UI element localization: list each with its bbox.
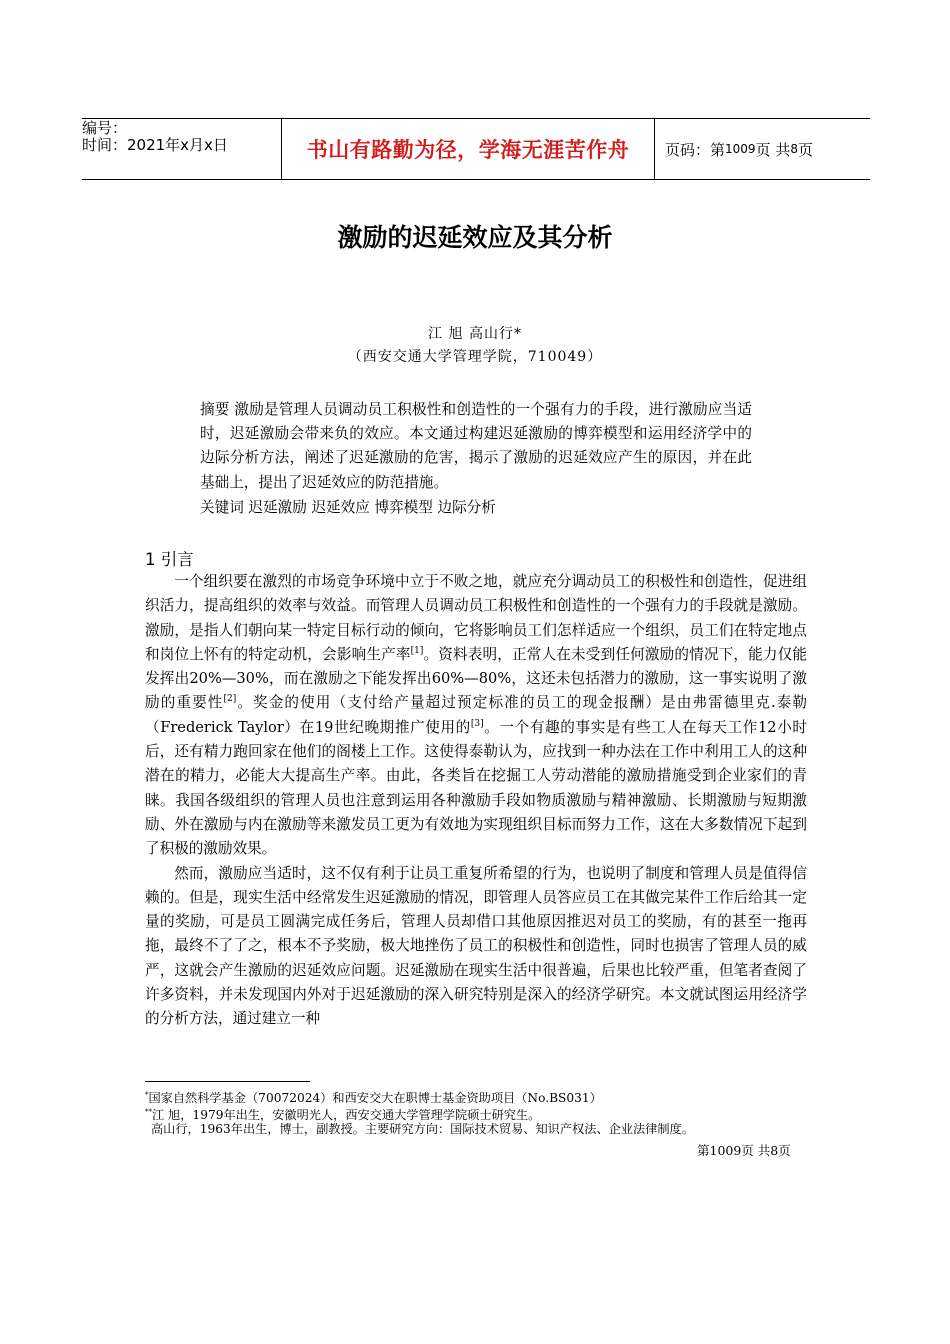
page-middle: 页 共 xyxy=(755,140,791,159)
page-prefix: 页码：第 xyxy=(665,140,726,159)
authors: 江 旭 高山行* xyxy=(428,326,522,342)
footnote-2-text: 江 旭，1979年出生，安徽明光人，西安交通大学管理学院硕士研究生。 xyxy=(152,1108,541,1123)
p1-part-d: 。一个有趣的事实是有些工人在每天工作12小时后，还有精力跑回家在他们的阁楼上工作。这使得泰勒认为，应找到一种办法在工作中利用工人的这种潜在的精力，必能大大提高生产率。由此，各类旨在挖掘工人劳动潜能的激励措施受到企业家们的青睐。我国各级组织的管理人员也注意到运用各种激励手段如物质激励与精神激励、长期激励与短期激励、外在激励与内在激励等来激发员工更为有效地为实现组织目标而努力工作，这在大多数情况下起到了积极的激励效果。 xyxy=(145,718,807,858)
header-page-cell xyxy=(665,119,865,179)
header-meta-cell xyxy=(82,119,280,180)
keywords xyxy=(200,496,760,520)
abstract-label: 摘要 xyxy=(200,401,230,418)
paragraph-2: 然而，激励应当适时，这不仅有利于让员工重复所希望的行为，也说明了制度和管理人员是值得信赖的。但是，现实生活中经常发生迟延激励的情况，即管理人员答应员工在其做完某件工作后给其一定量的奖励，可是员工圆满完成任务后，管理人员却借口其他原因推迟对员工的奖励，有的甚至一拖再拖，最终不了了之，根本不予奖励，极大地挫伤了员工的积极性和创造性，同时也损害了管理人员的威严，这就会产生激励的迟延效应问题。迟延激励在现实生活中很普遍，后果也比较严重，但笔者查阅了许多资料，并未发现国内外对于迟延激励的深入研究特别是深入的经济学研究。本文就试图运用经济学的分析方法，通过建立一种 xyxy=(145,864,807,1028)
paragraph-1 xyxy=(145,570,807,862)
body-text xyxy=(145,570,807,1032)
page-number: 1009 xyxy=(725,142,756,156)
header-table xyxy=(82,118,870,180)
citation-1: [1] xyxy=(410,646,424,657)
abstract xyxy=(200,398,752,495)
section-heading: 1 引言 xyxy=(145,550,194,569)
page-footer: 第1009页 共8页 xyxy=(697,1143,791,1158)
footnote-divider xyxy=(145,1081,310,1082)
page-suffix: 页 xyxy=(797,140,813,159)
page-total: 8 xyxy=(790,142,798,156)
citation-3: [3] xyxy=(470,718,484,729)
date-line: 时间：2021年x月x日 xyxy=(82,136,228,154)
p1-part-c: 。奖金的使用（支付给产量超过预定标准的员工的现金报酬）是由弗雷德里克.泰勒（Frederick Taylor）在19世纪晚期推广使用的 xyxy=(145,694,807,736)
serial-label: 编号： xyxy=(82,119,128,137)
p1-part-b: 。资料表明，正常人在未受到任何激励的情况下，能力仅能发挥出20%—30%，而在激励之下能发挥出60%—80%，这还未包括潜力的激励，这一事实说明了激励的重要性 xyxy=(145,645,807,712)
keywords-text: 迟延激励 迟延效应 博弈模型 边际分析 xyxy=(243,499,496,516)
citation-2: [2] xyxy=(223,694,237,705)
footnote-3: 高山行，1963年出生，博士，副教授。主要研究方向：国际技术贸易、知识产权法、企业法律制度。 xyxy=(151,1122,694,1136)
footnote-1-text: 国家自然科学基金（70072024）和西安交大在职博士基金资助项目（No.BS031） xyxy=(148,1091,602,1106)
p1-part-a: 一个组织要在激烈的市场竞争环境中立于不败之地，就应充分调动员工的积极性和创造性，促进组织活力，提高组织的效率与效益。而管理人员调动员工积极性和创造性的一个强有力的手段就是激励。激励，是指人们朝向某一特定目标行动的倾向，它将影响员工们怎样适应一个组织，员工们在特定地点和岗位上怀有的特定动机，会影响生产率 xyxy=(145,573,807,663)
footnote-1-mark: * xyxy=(145,1091,149,1099)
header-motto: 书山有路勤为径，学海无涯苦作舟 xyxy=(281,119,655,179)
keywords-label: 关键词 xyxy=(200,499,244,516)
abstract-text: 激励是管理人员调动员工积极性和创造性的一个强有力的手段，进行激励应当适时，迟延激励会带来负的效应。本文通过构建迟延激励的博弈模型和运用经济学中的边际分析方法，阐述了迟延激励的危害，揭示了激励的迟延效应产生的原因，并在此基础上，提出了迟延效应的防范措施。 xyxy=(200,401,752,491)
footnote-2-mark: ** xyxy=(145,1108,152,1116)
affiliation: （西安交通大学管理学院，710049） xyxy=(347,349,603,365)
paper-title: 激励的迟延效应及其分析 xyxy=(337,223,613,252)
